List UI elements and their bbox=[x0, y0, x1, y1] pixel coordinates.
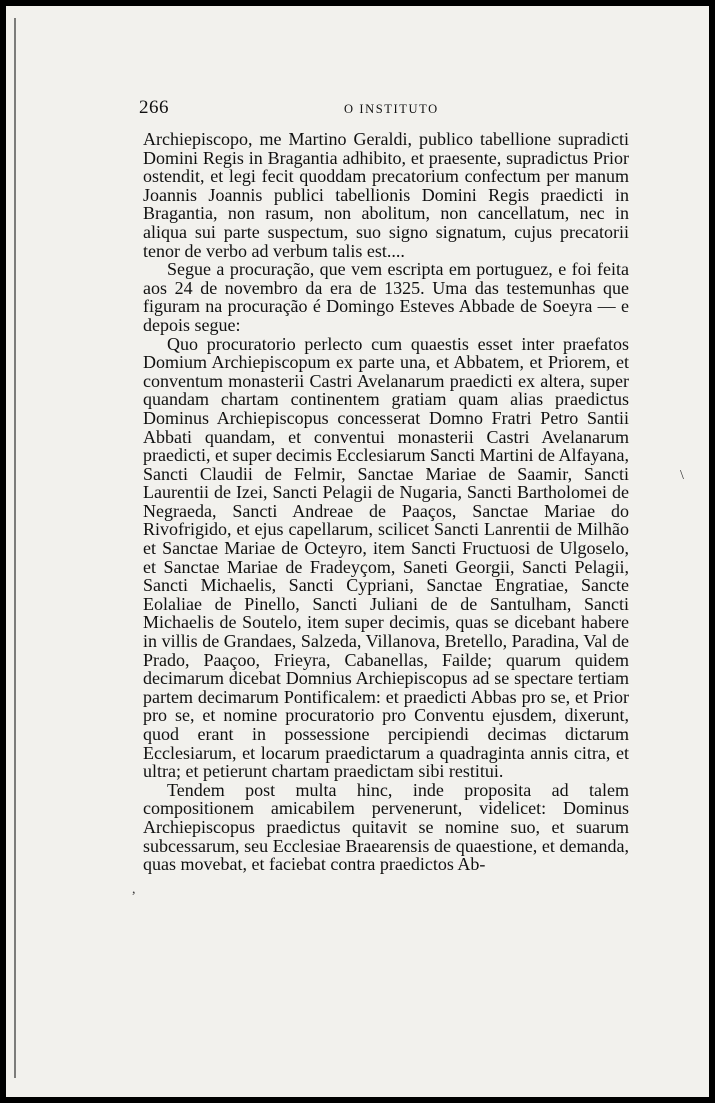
paragraph-1: Archiepiscopo, me Martino Geraldi, publico tabellione supradicti Domini Regis in Bragantia adhibito, et praesente, supradictus Prior ostendit, et legi fecit quoddam precatorium confectum per manum Joannis Joannis publici tabellionis Domini Regis praedicti in Bragantia, non rasum, non abolitum, non cancellatum, nec in aliqua sui parte suspectum, suo signo signatum, cujus precatorii tenor de verbo ad verbum talis est.... bbox=[143, 129, 629, 261]
print-speck: \ bbox=[680, 468, 684, 483]
body-text bbox=[143, 130, 629, 874]
paragraph-3: Quo procuratorio perlecto cum quaestis esset inter praefatos Domium Archiepiscopum ex parte una, et Abbatem, et Priorem, et conventum monasterii Castri Avelanarum praedicti ex altera, super quandam chartam continentem gratiam quam alias praedictus Dominus Archiepiscopus concesserat Domno Fratri Petro Santii Abbati quandam, et conventui monasterii Castri Avelanarum praedicti, et super decimis Ecclesiarum Sancti Martini de Alfayana, Sancti Claudii de Felmir, Sanctae Mariae de Saamir, Sancti Laurentii de Izei, Sancti Pelagii de Nugaria, Sancti Bartholomei de Negraeda, Sancti Andreae de Paaços, Sanctae Mariae do Rivofrigido, et ejus capellarum, scilicet Sancti Lanrentii de Milhão et Sanctae Mariae de Octeyro, item Sancti Fructuosi de Ulgoselo, et Sanctae Mariae de Fradeyçom, Saneti Georgii, Sancti Pelagii, Sancti Michaelis, Sancti Cypriani, Sanctae Engratiae, Sancte Eolaliae de Pinello, Sancti Juliani de de Santulham, Sancti Michaelis de Soutelo, item super decimis, quas se dicebant habere in villis de Grandaes, Salzeda, Villanova, Bretello, Paradina, Val de Prado, Paaçoo, Frieyra, Cabanellas, Failde; quarum quidem decimarum dicebat Domnius Archiepiscopus ad se spectare tertiam partem decimarum Pontificalem: et praedicti Abbas pro se, et Prior pro se, et nomine procuratorio pro Conventu ejusdem, dixerunt, quod erant in possessione percipiendi decimas dictarum Ecclesiarum, et locarum praedictarum a quadraginta annis citra, et ultra; et petierunt chartam praedictam sibi restitui. bbox=[143, 333, 629, 782]
page-gutter-shadow bbox=[14, 18, 16, 1078]
running-title: O INSTITUTO bbox=[344, 102, 439, 116]
book-page bbox=[6, 6, 709, 1097]
page-number: 266 bbox=[139, 97, 169, 118]
paragraph-4: Tendem post multa hinc, inde proposita ad talem compositionem amicabilem pervenerunt, videlicet: Dominus Archiepiscopus praedictus quitavit se nomine suo, et suarum subcessarum, seu Ecclesiae Braearensis de quaestione, et demanda, quas movebat, et faciebat contra praedictos Ab- bbox=[143, 779, 629, 875]
paragraph-2: Segue a procuração, que vem escripta em portuguez, e foi feita aos 24 de novembro da era de 1325. Uma das testemunhas que figuram na procuração é Domingo Esteves Abbade de Soeyra — e depois segue: bbox=[143, 259, 629, 335]
print-speck: , bbox=[132, 882, 136, 897]
